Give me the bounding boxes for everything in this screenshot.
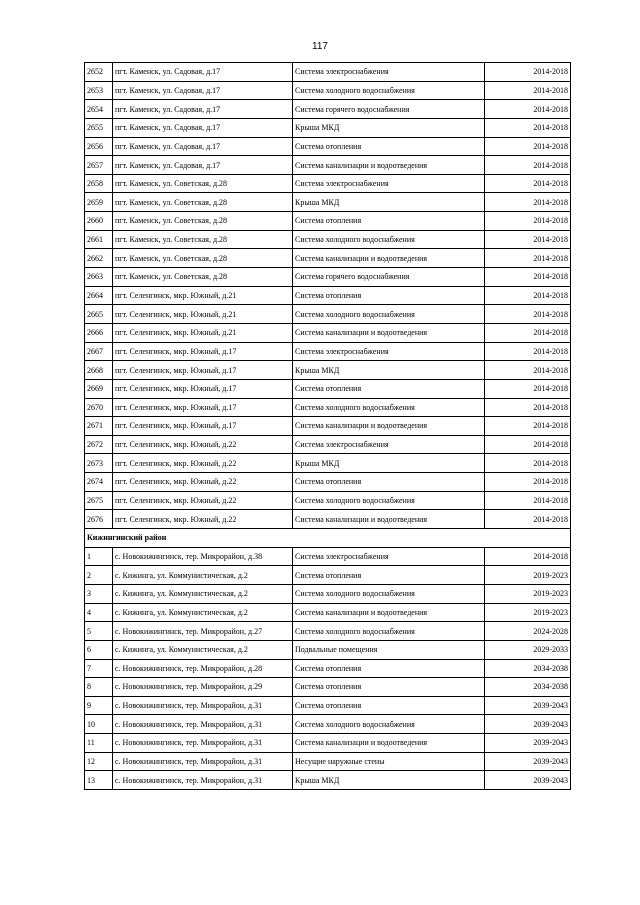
period-cell: 2014-2018 [485, 398, 571, 417]
table-row [85, 137, 571, 156]
address-cell: пгт. Селенгинск, мкр. Южный, д.22 [113, 473, 293, 492]
period-cell: 2014-2018 [485, 63, 571, 82]
system-cell: Система горячего водоснабжения [293, 100, 485, 119]
table-row [85, 63, 571, 82]
row-number-cell: 2652 [85, 63, 113, 82]
system-cell: Система электроснабжения [293, 342, 485, 361]
system-cell: Несущие наружные стены [293, 752, 485, 771]
system-cell: Система канализации и водоотведения [293, 603, 485, 622]
period-cell: 2014-2018 [485, 323, 571, 342]
table-row [85, 361, 571, 380]
row-number-cell: 9 [85, 696, 113, 715]
period-cell: 2014-2018 [485, 100, 571, 119]
address-cell: пгт. Селенгинск, мкр. Южный, д.17 [113, 379, 293, 398]
address-cell: пгт. Каменск, ул. Советская, д.28 [113, 193, 293, 212]
table-row [85, 100, 571, 119]
row-number-cell: 2666 [85, 323, 113, 342]
system-cell: Система отопления [293, 678, 485, 697]
period-cell: 2019-2023 [485, 584, 571, 603]
period-cell: 2014-2018 [485, 249, 571, 268]
table-row [85, 323, 571, 342]
system-cell: Система канализации и водоотведения [293, 417, 485, 436]
table-row [85, 771, 571, 790]
row-number-cell: 2664 [85, 286, 113, 305]
table-row [85, 547, 571, 566]
table-row [85, 118, 571, 137]
row-number-cell: 2668 [85, 361, 113, 380]
address-cell: с. Кижинга, ул. Коммунистическая, д.2 [113, 603, 293, 622]
address-cell: пгт. Каменск, ул. Советская, д.28 [113, 174, 293, 193]
table-row [85, 696, 571, 715]
system-cell: Система электроснабжения [293, 63, 485, 82]
period-cell: 2014-2018 [485, 435, 571, 454]
address-cell: с. Новокижингинск, тер. Микрорайон, д.31 [113, 771, 293, 790]
table-row [85, 398, 571, 417]
row-number-cell: 2658 [85, 174, 113, 193]
address-cell: с. Новокижингинск, тер. Микрорайон, д.31 [113, 696, 293, 715]
system-cell: Система канализации и водоотведения [293, 249, 485, 268]
period-cell: 2019-2023 [485, 566, 571, 585]
address-cell: с. Новокижингинск, тер. Микрорайон, д.38 [113, 547, 293, 566]
system-cell: Система электроснабжения [293, 547, 485, 566]
address-cell: пгт. Селенгинск, мкр. Южный, д.17 [113, 342, 293, 361]
system-cell: Система холодного водоснабжения [293, 398, 485, 417]
address-cell: пгт. Селенгинск, мкр. Южный, д.21 [113, 286, 293, 305]
system-cell: Крыша МКД [293, 361, 485, 380]
system-cell: Система канализации и водоотведения [293, 323, 485, 342]
table-row [85, 417, 571, 436]
row-number-cell: 8 [85, 678, 113, 697]
system-cell: Система отопления [293, 137, 485, 156]
system-cell: Система холодного водоснабжения [293, 715, 485, 734]
system-cell: Крыша МКД [293, 771, 485, 790]
table-row [85, 230, 571, 249]
system-cell: Система отопления [293, 212, 485, 231]
row-number-cell: 2657 [85, 156, 113, 175]
row-number-cell: 2676 [85, 510, 113, 529]
system-cell: Система канализации и водоотведения [293, 734, 485, 753]
address-cell: пгт. Каменск, ул. Садовая, д.17 [113, 156, 293, 175]
page-number: 117 [312, 41, 328, 52]
table-row [85, 286, 571, 305]
system-cell: Крыша МКД [293, 454, 485, 473]
table-row [85, 342, 571, 361]
table-row [85, 268, 571, 287]
row-number-cell: 2675 [85, 491, 113, 510]
period-cell: 2014-2018 [485, 454, 571, 473]
period-cell: 2039-2043 [485, 696, 571, 715]
address-cell: пгт. Селенгинск, мкр. Южный, д.22 [113, 454, 293, 473]
address-cell: с. Новокижингинск, тер. Микрорайон, д.31 [113, 715, 293, 734]
period-cell: 2034-2038 [485, 678, 571, 697]
address-cell: пгт. Каменск, ул. Советская, д.28 [113, 268, 293, 287]
period-cell: 2014-2018 [485, 342, 571, 361]
address-cell: пгт. Селенгинск, мкр. Южный, д.21 [113, 323, 293, 342]
period-cell: 2039-2043 [485, 734, 571, 753]
row-number-cell: 2660 [85, 212, 113, 231]
system-cell: Система отопления [293, 379, 485, 398]
address-cell: с. Новокижингинск, тер. Микрорайон, д.27 [113, 622, 293, 641]
table-row [85, 473, 571, 492]
district-name: Кижингинский район [85, 529, 571, 548]
period-cell: 2014-2018 [485, 268, 571, 287]
address-cell: пгт. Селенгинск, мкр. Южный, д.17 [113, 417, 293, 436]
address-cell: пгт. Каменск, ул. Советская, д.28 [113, 230, 293, 249]
address-cell: с. Кижинга, ул. Коммунистическая, д.2 [113, 566, 293, 585]
period-cell: 2014-2018 [485, 473, 571, 492]
table-row [85, 454, 571, 473]
row-number-cell: 3 [85, 584, 113, 603]
system-cell: Система горячего водоснабжения [293, 268, 485, 287]
period-cell: 2014-2018 [485, 510, 571, 529]
table-row [85, 715, 571, 734]
period-cell: 2014-2018 [485, 305, 571, 324]
system-cell: Крыша МКД [293, 193, 485, 212]
address-cell: с. Кижинга, ул. Коммунистическая, д.2 [113, 640, 293, 659]
row-number-cell: 2663 [85, 268, 113, 287]
row-number-cell: 13 [85, 771, 113, 790]
period-cell: 2014-2018 [485, 156, 571, 175]
address-cell: с. Новокижингинск, тер. Микрорайон, д.29 [113, 678, 293, 697]
table-row [85, 603, 571, 622]
period-cell: 2024-2028 [485, 622, 571, 641]
period-cell: 2014-2018 [485, 81, 571, 100]
address-cell: с. Новокижингинск, тер. Микрорайон, д.28 [113, 659, 293, 678]
system-cell: Система электроснабжения [293, 174, 485, 193]
row-number-cell: 2669 [85, 379, 113, 398]
table-row [85, 566, 571, 585]
table-row [85, 752, 571, 771]
system-cell: Система холодного водоснабжения [293, 230, 485, 249]
system-cell: Система холодного водоснабжения [293, 305, 485, 324]
row-number-cell: 1 [85, 547, 113, 566]
row-number-cell: 2661 [85, 230, 113, 249]
period-cell: 2019-2023 [485, 603, 571, 622]
table-row [85, 640, 571, 659]
system-cell: Система холодного водоснабжения [293, 81, 485, 100]
period-cell: 2029-2033 [485, 640, 571, 659]
address-cell: пгт. Каменск, ул. Садовая, д.17 [113, 100, 293, 119]
address-cell: пгт. Селенгинск, мкр. Южный, д.22 [113, 510, 293, 529]
system-cell: Система канализации и водоотведения [293, 156, 485, 175]
row-number-cell: 4 [85, 603, 113, 622]
row-number-cell: 2665 [85, 305, 113, 324]
row-number-cell: 6 [85, 640, 113, 659]
address-cell: пгт. Каменск, ул. Советская, д.28 [113, 212, 293, 231]
table-row [85, 249, 571, 268]
row-number-cell: 2671 [85, 417, 113, 436]
table-row [85, 491, 571, 510]
system-cell: Система холодного водоснабжения [293, 622, 485, 641]
table-row [85, 622, 571, 641]
period-cell: 2014-2018 [485, 230, 571, 249]
system-cell: Система холодного водоснабжения [293, 584, 485, 603]
row-number-cell: 2673 [85, 454, 113, 473]
table-row [85, 734, 571, 753]
row-number-cell: 2653 [85, 81, 113, 100]
address-cell: с. Новокижингинск, тер. Микрорайон, д.31 [113, 752, 293, 771]
system-cell: Система электроснабжения [293, 435, 485, 454]
period-cell: 2034-2038 [485, 659, 571, 678]
period-cell: 2014-2018 [485, 118, 571, 137]
system-cell: Система отопления [293, 659, 485, 678]
repair-schedule-table [84, 62, 571, 790]
row-number-cell: 2662 [85, 249, 113, 268]
period-cell: 2039-2043 [485, 771, 571, 790]
table-row [85, 212, 571, 231]
table-body [85, 63, 571, 790]
table-row [85, 510, 571, 529]
system-cell: Система отопления [293, 473, 485, 492]
address-cell: пгт. Селенгинск, мкр. Южный, д.21 [113, 305, 293, 324]
table-row [85, 81, 571, 100]
system-cell: Подвальные помещения [293, 640, 485, 659]
table-row [85, 435, 571, 454]
table-row [85, 193, 571, 212]
row-number-cell: 2670 [85, 398, 113, 417]
address-cell: пгт. Каменск, ул. Садовая, д.17 [113, 81, 293, 100]
row-number-cell: 10 [85, 715, 113, 734]
row-number-cell: 2659 [85, 193, 113, 212]
period-cell: 2014-2018 [485, 212, 571, 231]
table-row [85, 305, 571, 324]
district-header-row [85, 529, 571, 548]
period-cell: 2014-2018 [485, 174, 571, 193]
table-row [85, 678, 571, 697]
address-cell: пгт. Каменск, ул. Садовая, д.17 [113, 137, 293, 156]
address-cell: пгт. Каменск, ул. Советская, д.28 [113, 249, 293, 268]
table-row [85, 174, 571, 193]
period-cell: 2014-2018 [485, 491, 571, 510]
system-cell: Крыша МКД [293, 118, 485, 137]
system-cell: Система канализации и водоотведения [293, 510, 485, 529]
address-cell: пгт. Селенгинск, мкр. Южный, д.22 [113, 435, 293, 454]
row-number-cell: 2656 [85, 137, 113, 156]
address-cell: пгт. Селенгинск, мкр. Южный, д.17 [113, 361, 293, 380]
row-number-cell: 7 [85, 659, 113, 678]
period-cell: 2014-2018 [485, 379, 571, 398]
row-number-cell: 2667 [85, 342, 113, 361]
period-cell: 2014-2018 [485, 547, 571, 566]
address-cell: с. Новокижингинск, тер. Микрорайон, д.31 [113, 734, 293, 753]
row-number-cell: 5 [85, 622, 113, 641]
table-row [85, 584, 571, 603]
system-cell: Система отопления [293, 696, 485, 715]
row-number-cell: 2 [85, 566, 113, 585]
row-number-cell: 11 [85, 734, 113, 753]
address-cell: пгт. Селенгинск, мкр. Южный, д.17 [113, 398, 293, 417]
system-cell: Система отопления [293, 566, 485, 585]
period-cell: 2014-2018 [485, 417, 571, 436]
period-cell: 2039-2043 [485, 715, 571, 734]
period-cell: 2014-2018 [485, 137, 571, 156]
period-cell: 2014-2018 [485, 193, 571, 212]
table-row [85, 379, 571, 398]
address-cell: пгт. Каменск, ул. Садовая, д.17 [113, 118, 293, 137]
system-cell: Система холодного водоснабжения [293, 491, 485, 510]
row-number-cell: 2674 [85, 473, 113, 492]
row-number-cell: 12 [85, 752, 113, 771]
address-cell: пгт. Каменск, ул. Садовая, д.17 [113, 63, 293, 82]
period-cell: 2014-2018 [485, 361, 571, 380]
table-row [85, 156, 571, 175]
address-cell: пгт. Селенгинск, мкр. Южный, д.22 [113, 491, 293, 510]
row-number-cell: 2655 [85, 118, 113, 137]
system-cell: Система отопления [293, 286, 485, 305]
row-number-cell: 2654 [85, 100, 113, 119]
address-cell: с. Кижинга, ул. Коммунистическая, д.2 [113, 584, 293, 603]
row-number-cell: 2672 [85, 435, 113, 454]
period-cell: 2039-2043 [485, 752, 571, 771]
table-row [85, 659, 571, 678]
period-cell: 2014-2018 [485, 286, 571, 305]
